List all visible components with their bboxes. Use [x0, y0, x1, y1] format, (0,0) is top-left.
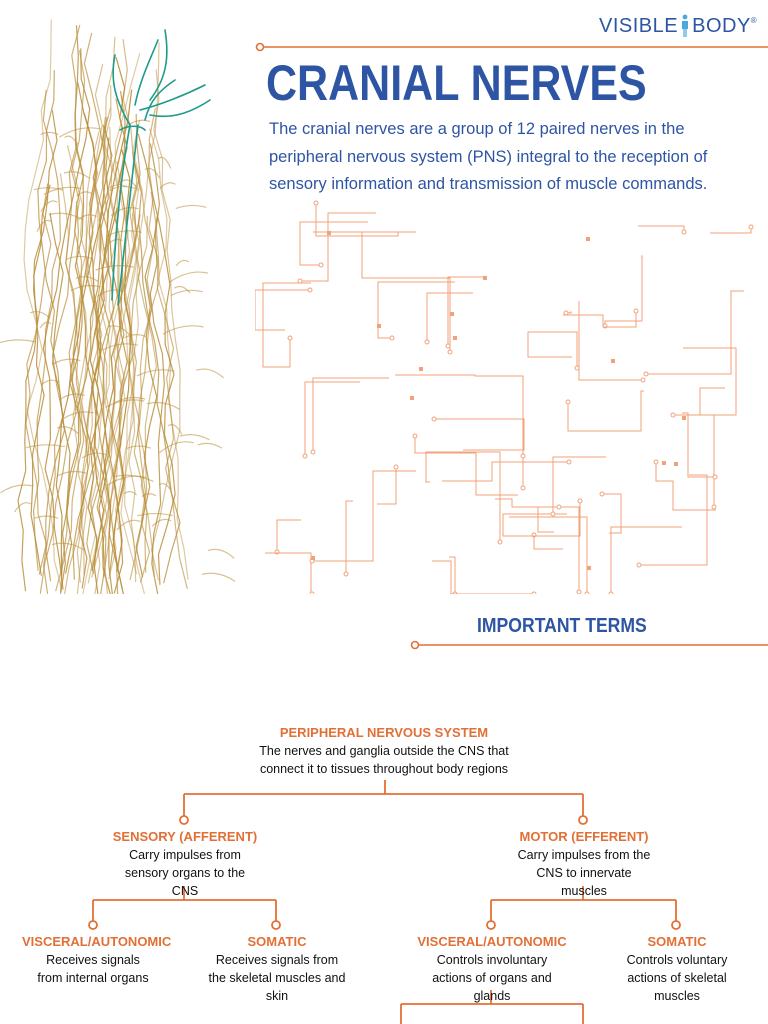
circuit-node: [682, 230, 686, 234]
circuit-trace: [449, 557, 455, 594]
circuit-trace: [313, 203, 398, 236]
circuit-trace: [638, 226, 684, 232]
cranial-nerve-strand: [135, 40, 158, 105]
nerve-branch: [1, 485, 33, 493]
circuit-pad: [377, 324, 381, 328]
nerve-strand: [152, 70, 181, 580]
circuit-trace: [509, 517, 587, 594]
circuit-pad: [311, 556, 315, 560]
circuit-trace: [503, 501, 580, 536]
circuit-pad: [410, 396, 414, 400]
circuit-decoration: [255, 200, 768, 594]
nerve-branch: [15, 503, 30, 512]
cranial-nerve-strand: [120, 126, 145, 130]
nerve-branch: [197, 369, 224, 377]
node-sensory-visceral-autonomic: [22, 933, 172, 987]
circuit-node: [671, 413, 675, 417]
nerve-illustration: [0, 0, 260, 594]
circuit-node: [641, 378, 645, 382]
circuit-node: [567, 460, 571, 464]
circuit-trace: [528, 332, 577, 368]
brand-name-left: VISIBLE: [599, 14, 679, 37]
circuit-node: [609, 592, 613, 594]
circuit-node: [308, 288, 312, 292]
circuit-pad: [453, 336, 457, 340]
circuit-node: [578, 499, 582, 503]
nerve-branch: [0, 340, 35, 343]
circuit-trace: [313, 378, 389, 452]
registered-mark: ®: [750, 16, 758, 25]
intro-text: The cranial nerves are a group of 12 paired nerves in the peripheral nervous system (PNS) integral to the reception of sensory information and transmission of muscle commands.: [269, 120, 708, 193]
circuit-trace: [378, 282, 455, 338]
circuit-node: [288, 336, 292, 340]
node-description: Receives signals from the skeletal muscles and skin: [208, 953, 346, 1003]
circuit-node: [446, 344, 450, 348]
nerve-branch: [170, 272, 208, 282]
nerve-branch: [180, 435, 209, 440]
circuit-trace: [265, 553, 312, 594]
circuit-node: [425, 340, 429, 344]
node-description: Controls involuntary actions of organs and glands: [432, 953, 552, 1003]
nerve-branch: [127, 446, 150, 448]
circuit-pad: [586, 237, 590, 241]
human-figure-icon: [680, 14, 690, 38]
node-label: MOTOR (EFFERENT): [519, 829, 649, 844]
circuit-node: [575, 366, 579, 370]
circuit-node: [413, 434, 417, 438]
section-rule: [408, 638, 768, 652]
circuit-node: [311, 450, 315, 454]
circuit-node: [521, 486, 525, 490]
circuit-trace: [534, 535, 563, 549]
circuit-trace: [611, 527, 682, 594]
nerve-branch: [198, 443, 221, 448]
circuit-node: [644, 372, 648, 376]
circuit-trace: [700, 388, 725, 507]
circuit-pad: [327, 231, 331, 235]
node-description: The nerves and ganglia outside the CNS that connect it to tissues throughout body regions: [259, 744, 509, 776]
circuit-node: [448, 350, 452, 354]
circuit-trace: [377, 467, 396, 504]
circuit-trace: [673, 348, 736, 415]
circuit-node: [712, 505, 716, 509]
circuit-node: [585, 592, 589, 594]
node-label: SOMATIC: [647, 934, 707, 949]
circuit-node: [654, 460, 658, 464]
circuit-trace: [682, 413, 715, 477]
nerve-branch: [159, 157, 171, 168]
nerve-strand: [150, 129, 188, 579]
node-label: PERIPHERAL NERVOUS SYSTEM: [279, 725, 489, 740]
circuit-pad: [419, 367, 423, 371]
circuit-node: [298, 279, 302, 283]
circuit-trace: [277, 520, 301, 552]
circuit-trace: [568, 391, 644, 431]
circuit-trace: [442, 462, 569, 481]
node-description: Receives signals from internal organs: [37, 953, 149, 985]
circuit-trace: [432, 561, 534, 594]
node-label: SOMATIC: [247, 934, 307, 949]
node-label: VISCERAL/AUTONOMIC: [22, 934, 172, 949]
node-motor-efferent: [503, 828, 665, 900]
page-title: CRANIAL NERVES: [266, 55, 647, 111]
nerve-branch: [209, 549, 234, 558]
node-peripheral-nervous-system: [234, 724, 534, 778]
circuit-node: [551, 512, 555, 516]
circuit-trace: [448, 277, 485, 346]
circuit-pad: [450, 312, 454, 316]
circuit-pad: [483, 276, 487, 280]
nerve-branch: [27, 445, 65, 448]
circuit-trace: [300, 222, 368, 265]
circuit-pad: [587, 566, 591, 570]
circuit-node: [566, 400, 570, 404]
nerve-branch: [125, 335, 146, 338]
circuit-node: [577, 590, 581, 594]
nerve-branch: [176, 205, 206, 208]
node-sensory-somatic: [206, 933, 348, 1005]
circuit-node: [749, 225, 753, 229]
circuit-trace: [300, 213, 376, 281]
circuit-node: [634, 309, 638, 313]
nerve-branch: [202, 573, 234, 581]
circuit-node: [713, 475, 717, 479]
circuit-trace: [395, 375, 523, 456]
nerve-branch: [106, 400, 144, 407]
node-motor-somatic: [606, 933, 748, 1005]
node-description: Controls voluntary actions of skeletal muscles: [626, 953, 728, 1003]
node-motor-visceral-autonomic: [416, 933, 568, 1005]
circuit-trace: [495, 499, 559, 507]
nerve-branch: [172, 290, 203, 295]
circuit-trace: [434, 419, 524, 450]
circuit-node: [564, 311, 568, 315]
circuit-node: [432, 417, 436, 421]
circuit-node: [600, 492, 604, 496]
circuit-trace: [646, 291, 744, 374]
circuit-node: [557, 505, 561, 509]
circuit-trace: [710, 227, 751, 233]
node-sensory-afferent: [104, 828, 266, 900]
circuit-pad: [674, 462, 678, 466]
nerve-strand: [26, 184, 51, 574]
nerve-branch: [159, 484, 170, 489]
nerve-branch: [65, 136, 76, 142]
circuit-node: [394, 465, 398, 469]
circuit-trace: [563, 311, 636, 327]
circuit-node: [303, 454, 307, 458]
circuit-node: [319, 263, 323, 267]
circuit-node: [521, 454, 525, 458]
nerve-branch: [147, 403, 179, 410]
circuit-pad: [662, 461, 666, 465]
node-label: SENSORY (AFFERENT): [112, 829, 258, 844]
circuit-pad: [682, 416, 686, 420]
circuit-node: [390, 336, 394, 340]
circuit-trace: [362, 232, 450, 352]
node-description: Carry impulses from the CNS to innervate muscles: [517, 848, 651, 898]
node-description: Carry impulses from sensory organs to the CNS: [124, 848, 246, 898]
circuit-trace: [312, 471, 416, 561]
circuit-trace: [346, 501, 353, 574]
circuit-node: [344, 572, 348, 576]
section-title: IMPORTANT TERMS: [477, 615, 647, 637]
circuit-pad: [611, 359, 615, 363]
circuit-trace: [579, 301, 643, 380]
circuit-node: [498, 540, 502, 544]
circuit-trace: [426, 452, 500, 542]
nerve-branch: [40, 322, 50, 328]
brand-name-right: BODY: [692, 14, 751, 37]
visible-body-logo[interactable]: [599, 10, 757, 42]
nerve-branch: [176, 260, 188, 265]
node-label: VISCERAL/AUTONOMIC: [417, 934, 567, 949]
circuit-trace: [263, 283, 311, 367]
circuit-node: [532, 592, 536, 594]
circuit-trace: [415, 436, 518, 495]
circuit-node: [637, 563, 641, 567]
circuit-node: [314, 201, 318, 205]
circuit-node: [310, 592, 314, 594]
